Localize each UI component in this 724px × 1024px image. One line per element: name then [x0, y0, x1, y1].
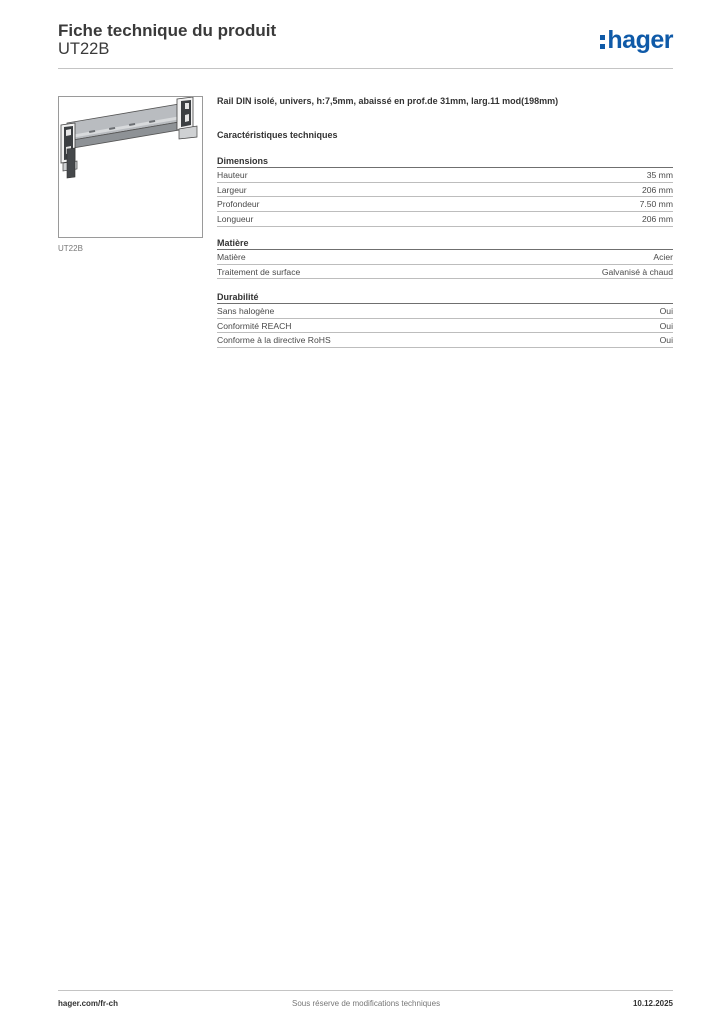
footer-disclaimer: Sous réserve de modifications techniques	[292, 999, 441, 1008]
spec-label: Hauteur	[217, 169, 248, 180]
group-title: Durabilité	[217, 291, 673, 304]
product-details	[217, 95, 673, 346]
hager-logo	[600, 26, 673, 54]
spec-row	[217, 250, 673, 265]
spec-row	[217, 168, 673, 183]
spec-value: 7.50 mm	[639, 199, 673, 210]
group-dimensions	[217, 155, 673, 227]
group-matiere	[217, 237, 673, 279]
spec-value: Oui	[659, 335, 673, 346]
din-rail-illustration	[59, 97, 202, 237]
spec-value: 206 mm	[641, 213, 673, 224]
group-title: Dimensions	[217, 155, 673, 168]
spec-value: Oui	[659, 305, 673, 316]
spec-label: Sans halogène	[217, 305, 275, 316]
spec-row	[217, 333, 673, 348]
spec-row	[217, 183, 673, 198]
spec-label: Largeur	[217, 184, 247, 195]
spec-label: Matière	[217, 251, 246, 262]
footer-divider	[58, 990, 673, 991]
spec-label: Longueur	[217, 213, 254, 224]
group-title: Matière	[217, 237, 673, 250]
spec-row	[217, 197, 673, 212]
spec-row	[217, 319, 673, 334]
spec-row	[217, 304, 673, 319]
product-description: Rail DIN isolé, univers, h:7,5mm, abaissé en prof.de 31mm, larg.11 mod(198mm)	[217, 96, 559, 106]
logo-text: hager	[607, 25, 673, 54]
spec-label: Profondeur	[217, 199, 260, 210]
spec-label: Traitement de surface	[217, 266, 301, 277]
spec-value: 35 mm	[646, 169, 673, 180]
product-reference: UT22B	[58, 40, 110, 58]
spec-label: Conforme à la directive RoHS	[217, 335, 331, 346]
footer-date: 10.12.2025	[632, 999, 673, 1008]
spec-row	[217, 212, 673, 227]
image-caption: UT22B	[58, 244, 83, 253]
spec-value: 206 mm	[641, 184, 673, 195]
spec-value: Oui	[659, 320, 673, 331]
spec-label: Conformité REACH	[217, 320, 292, 331]
spec-row	[217, 265, 673, 280]
logo-colon-icon	[600, 35, 605, 49]
spec-value: Galvanisé à chaud	[601, 266, 673, 277]
header-divider	[58, 68, 673, 69]
characteristics-heading: Caractéristiques techniques	[217, 130, 338, 140]
product-image	[58, 96, 203, 238]
page-header	[58, 20, 673, 70]
page-title: Fiche technique du produit	[58, 21, 277, 40]
group-durabilite	[217, 291, 673, 348]
spec-value: Acier	[653, 251, 673, 262]
footer-website-link[interactable]: hager.com/fr-ch	[58, 999, 119, 1008]
